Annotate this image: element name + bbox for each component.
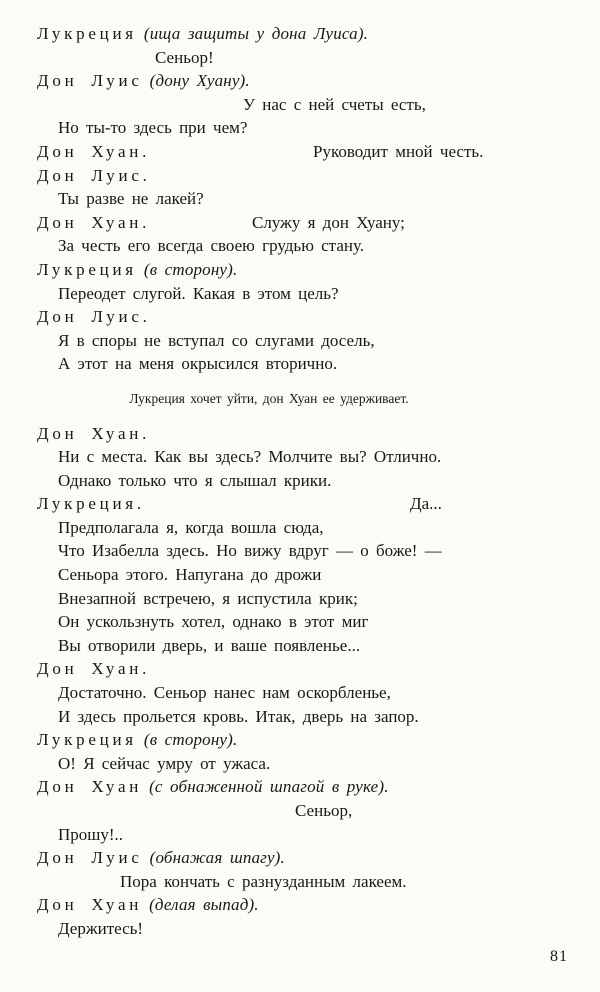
speaker-line [0,305,600,329]
speech-text: Сеньора этого. Напугана до дрожи [58,565,322,585]
speaker-line [0,846,600,870]
speech-text: Прошу!.. [58,824,124,844]
speaker-name: Лукреция [37,259,137,279]
verse-line [0,705,600,729]
inline-stage-direction: (ища защиты у дона Луиса). [143,24,369,43]
inline-stage-direction: (обнажая шпагу). [149,848,285,868]
verse-line [0,116,600,140]
speaker-name: Дон Хуан. [37,141,151,161]
speaker-name: Дон Луис [37,848,143,868]
verse-line [0,469,600,493]
speaker-line [0,728,600,752]
speech-text: Держитесь! [58,918,144,938]
speaker-line [0,258,600,282]
speech-text: Что Изабелла здесь. Но вижу вдруг — о боже! — [58,541,442,561]
speech-text: Но ты-то здесь при чем? [58,118,248,138]
speaker-name: Дон Хуан. [37,423,151,443]
verse-line [0,870,600,894]
verse-line [0,823,600,847]
verse-line [0,917,600,941]
speech-text: Да... [410,494,442,514]
speaker-name: Дон Хуан [37,895,143,915]
speaker-name: Дон Хуан. [37,212,151,232]
speaker-name: Дон Луис. [37,165,151,185]
speaker-line [0,164,600,188]
speech-text: За честь его всегда своею грудью стану. [58,236,365,256]
verse-line [0,752,600,776]
stage-direction-text: Лукреция хочет уйти, дон Хуан ее удерживает. [129,390,409,406]
speech-text: Сеньор, [295,801,353,820]
verse-line [0,681,600,705]
speech-text: Он ускользнуть хотел, однако в этот миг [58,612,369,632]
speech-text: Переодет слугой. Какая в этом цель? [58,283,339,303]
verse-line [0,329,600,353]
speaker-line [0,140,600,164]
verse-line [0,539,600,563]
speaker-name: Дон Луис. [37,307,151,327]
inline-stage-direction: (дону Хуану). [149,71,250,91]
speaker-line [0,69,600,93]
speaker-line [0,775,600,799]
speech-text: И здесь прольется кровь. Итак, дверь на запор. [58,706,419,726]
verse-line [0,634,600,658]
speech-text: Предполагала я, когда вошла сюда, [58,517,324,537]
speaker-name: Лукреция. [37,494,145,514]
speaker-line [0,657,600,681]
verse-line [0,610,600,634]
verse-line [0,587,600,611]
page-number: 81 [550,948,568,965]
inline-stage-direction: (в сторону). [143,730,238,750]
speech-text: Достаточно. Сеньор нанес нам оскорбленье, [58,683,391,703]
verse-line [0,352,600,376]
verse-line [0,46,600,70]
speech-text: Пора кончать с разнузданным лакеем. [120,871,407,891]
speaker-line [0,22,600,46]
verse-line [0,445,600,469]
verse-line [0,282,600,306]
speech-text: Служу я дон Хуану; [252,212,405,232]
speech-text: Я в споры не вступал со слугами досель, [58,330,375,350]
speech-text: О! Я сейчас умру от ужаса. [58,753,271,773]
speaker-name: Дон Хуан. [37,659,151,679]
speaker-name: Дон Хуан [37,777,143,797]
inline-stage-direction: (с обнаженной шпагой в руке). [149,777,389,797]
speech-text: У нас с ней счеты есть, [243,94,426,114]
stage-direction [0,387,600,411]
speech-text: Сеньор! [155,47,214,67]
speech-text: Ты разве не лакей? [58,189,204,209]
speech-text: Руководит мной честь. [313,141,484,161]
speaker-line [0,422,600,446]
speech-text: Однако только что я слышал крики. [58,470,332,490]
speaker-name: Лукреция [37,730,137,750]
inline-stage-direction: (в сторону). [143,259,238,279]
verse-line [0,234,600,258]
speech-text: Ни с места. Как вы здесь? Молчите вы? Отлично. [58,447,442,467]
verse-line [0,516,600,540]
verse-line [0,799,600,823]
inline-stage-direction: (делая выпад). [149,895,259,915]
speaker-line [0,211,600,235]
verse-line [0,563,600,587]
speech-text: А этот на меня окрысился вторично. [58,354,338,374]
speaker-line [0,492,600,516]
speaker-line [0,893,600,917]
speaker-name: Дон Луис [37,71,143,91]
speaker-name: Лукреция [37,24,137,43]
verse-line [0,187,600,211]
verse-line [0,93,600,117]
speech-text: Внезапной встречею, я испустила крик; [58,588,358,608]
speech-text: Вы отворили дверь, и ваше появленье... [58,635,361,655]
